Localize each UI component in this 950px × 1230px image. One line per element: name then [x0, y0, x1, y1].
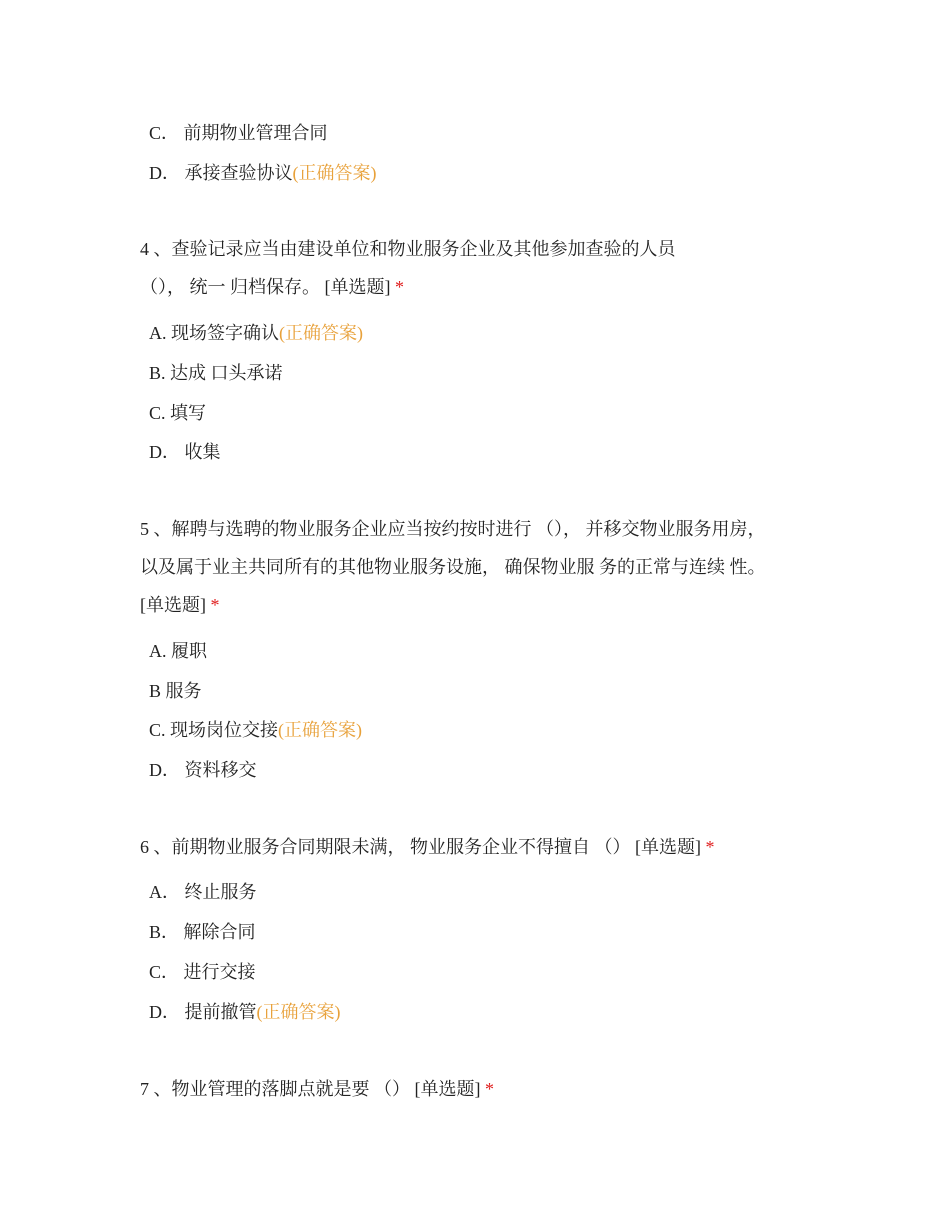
- option-text: D． 资料移交: [149, 760, 257, 780]
- stem-text: [单选题]: [140, 595, 206, 615]
- q5-option-d: [149, 758, 257, 782]
- q4-option-c: [149, 401, 206, 425]
- required-star: *: [210, 595, 220, 615]
- q6-option-a: [149, 880, 257, 904]
- q3-option-c: [149, 121, 328, 145]
- option-text: B． 解除合同: [149, 922, 256, 942]
- option-text: C. 现场岗位交接: [149, 720, 279, 740]
- q4-option-d: [149, 440, 221, 464]
- q6-option-c: [149, 960, 256, 984]
- option-text: C. 填写: [149, 403, 207, 423]
- option-text: B 服务: [149, 681, 202, 701]
- required-star: *: [485, 1079, 494, 1099]
- required-star: *: [705, 837, 715, 857]
- option-text: D． 提前撤管: [149, 1002, 257, 1022]
- q6-stem-line1: [140, 835, 715, 859]
- correct-answer-tag: (正确答案): [292, 163, 377, 183]
- option-text: C． 前期物业管理合同: [149, 123, 328, 143]
- q4-stem-line2: [140, 275, 404, 299]
- option-text: D． 收集: [149, 442, 221, 462]
- stem-text: 7 、物业管理的落脚点就是要 （） [单选题]: [140, 1079, 481, 1099]
- q3-option-d: [149, 161, 377, 185]
- stem-text: 6 、前期物业服务合同期限未满， 物业服务企业不得擅自 （） [单选题]: [140, 837, 701, 857]
- q7-stem-line1: [140, 1077, 494, 1101]
- q6-option-d: [149, 1000, 341, 1024]
- required-star: *: [395, 277, 404, 297]
- stem-text: （）， 统一 归档保存。 [单选题]: [140, 277, 391, 297]
- q4-option-b: [149, 361, 283, 385]
- option-text: B. 达成 口头承诺: [149, 363, 283, 383]
- q4-option-a: [149, 321, 363, 345]
- correct-answer-tag: (正确答案): [279, 323, 363, 343]
- option-text: A. 履职: [149, 641, 207, 661]
- option-text: D． 承接查验协议: [149, 163, 293, 183]
- option-text: A． 终止服务: [149, 882, 257, 902]
- q5-stem-line2: 以及属于业主共同所有的其他物业服务设施， 确保物业服 务的正常与连续 性。: [140, 557, 766, 577]
- q5-stem-line3: [140, 593, 220, 617]
- correct-answer-tag: (正确答案): [256, 1002, 341, 1022]
- q4-stem-line1: 4 、查验记录应当由建设单位和物业服务企业及其他参加查验的人员: [140, 239, 676, 259]
- q6-option-b: [149, 920, 256, 944]
- option-text: C． 进行交接: [149, 962, 256, 982]
- q5-option-a: [149, 639, 207, 663]
- option-text: A. 现场签字确认: [149, 323, 279, 343]
- correct-answer-tag: (正确答案): [278, 720, 363, 740]
- q5-option-b: [149, 679, 202, 703]
- q5-stem-line1: 5 、解聘与选聘的物业服务企业应当按约按时进行 （）， 并移交物业服务用房，: [140, 519, 766, 539]
- q5-option-c: [149, 718, 362, 742]
